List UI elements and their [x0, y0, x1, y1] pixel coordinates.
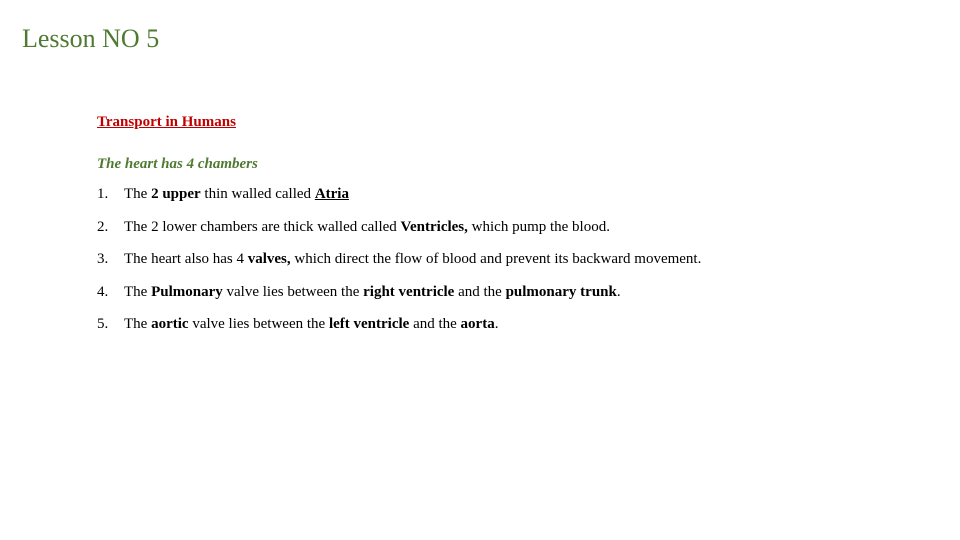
- key-term: valves,: [247, 251, 291, 267]
- key-term: right ventricle: [363, 283, 455, 300]
- list-text: thin walled called: [200, 186, 315, 202]
- list-text: valve lies between the: [188, 316, 329, 332]
- key-term: aortic: [151, 316, 189, 332]
- key-term: aorta: [460, 316, 495, 332]
- list-text: The: [124, 283, 152, 300]
- key-term: left ventricle: [328, 316, 410, 332]
- list-item: [97, 219, 701, 252]
- list-text: which pump the blood.: [467, 218, 610, 235]
- list-item: [97, 284, 701, 317]
- list-text: and the: [454, 283, 506, 300]
- list-text: The 2 lower chambers are thick walled called: [124, 218, 401, 235]
- lesson-title: Lesson NO 5: [22, 24, 160, 53]
- list-item: [97, 186, 701, 219]
- key-term: Pulmonary: [151, 283, 223, 300]
- list-number: 1.: [97, 186, 109, 202]
- list-text: which direct the flow of blood and prevent its backward movement.: [290, 251, 702, 267]
- list-text: and the: [409, 316, 461, 332]
- section-heading: Transport in Humans: [97, 114, 236, 130]
- list-text: The: [124, 186, 152, 202]
- list-text: .: [494, 316, 499, 332]
- list-number: 2.: [97, 218, 109, 235]
- list-text: valve lies between the: [222, 283, 364, 300]
- list-text: The heart also has 4: [124, 251, 248, 267]
- key-term: pulmonary trunk: [505, 283, 617, 300]
- key-term: Ventricles,: [400, 218, 468, 235]
- list-number: 3.: [97, 251, 109, 267]
- heart-facts-list: [97, 186, 701, 349]
- list-text: .: [616, 283, 621, 300]
- list-number: 5.: [97, 316, 109, 332]
- key-term: Atria: [314, 186, 349, 202]
- list-text: The: [124, 316, 152, 332]
- list-item: [97, 251, 701, 284]
- subheading: The heart has 4 chambers: [97, 156, 258, 172]
- list-number: 4.: [97, 283, 109, 300]
- key-term: 2 upper: [151, 186, 201, 202]
- list-item: [97, 316, 701, 349]
